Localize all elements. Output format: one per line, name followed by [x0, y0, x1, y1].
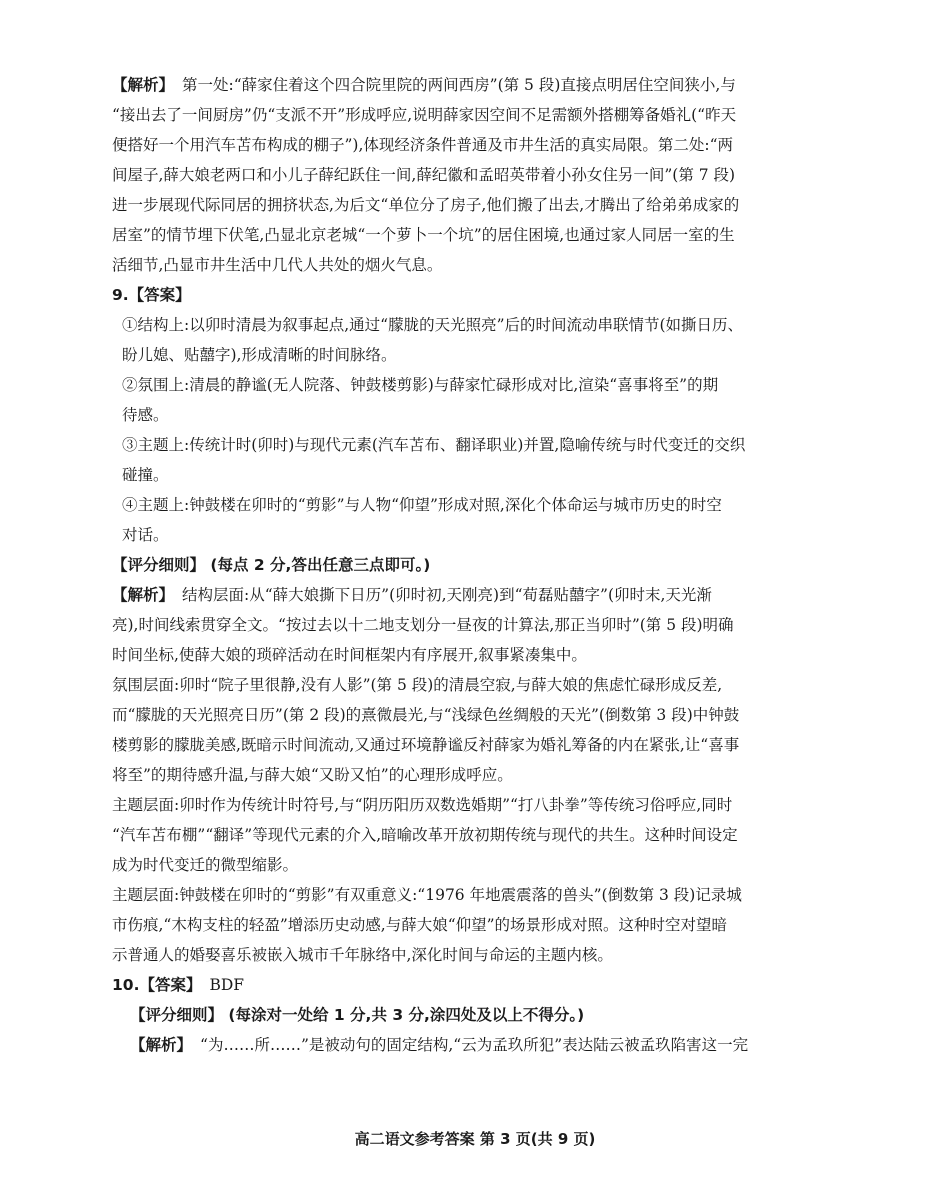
text-line — [112, 550, 842, 580]
text-line — [112, 460, 842, 490]
text-line — [112, 640, 842, 670]
line-text: 结构层面:从“薛大娘撕下日历”(卯时初,天刚亮)到“荀磊贴囍字”(卯时末,天光渐 — [182, 586, 712, 604]
text-line — [112, 520, 842, 550]
text-line — [112, 850, 842, 880]
line-text: 盼儿媳、贴囍字),形成清晰的时间脉络。 — [122, 346, 397, 364]
text-line — [112, 880, 842, 910]
line-text: 【评分细则】 (每涂对一处给 1 分,共 3 分,涂四处及以上不得分。) — [130, 1006, 585, 1024]
line-text: 居室”的情节埋下伏笔,凸显北京老城“一个萝卜一个坑”的居住困境,也通过家人同居一室的生 — [112, 226, 735, 244]
line-text: 碰撞。 — [122, 466, 169, 484]
line-text: 进一步展现代际同居的拥挤状态,为后文“单位分了房子,他们搬了出去,才腾出了给弟弟成家的 — [112, 196, 740, 214]
line-text: ④主题上:钟鼓楼在卯时的“剪影”与人物“仰望”形成对照,深化个体命运与城市历史的时空 — [122, 496, 722, 514]
line-text: 主题层面:钟鼓楼在卯时的“剪影”有双重意义:“1976 年地震震落的兽头”(倒数第 3 段)记录城 — [112, 886, 742, 904]
text-line — [112, 400, 842, 430]
line-text: “汽车苫布棚”“翻译”等现代元素的介入,暗喻改革开放初期传统与现代的共生。这种时间设定 — [112, 826, 738, 844]
text-line — [112, 1000, 842, 1030]
text-line — [112, 280, 842, 310]
line-text: 便搭好一个用汽车苫布构成的棚子”),体现经济条件普通及市井生活的真实局限。第二处:“两 — [112, 136, 734, 154]
line-text: ①结构上:以卯时清晨为叙事起点,通过“朦胧的天光照亮”后的时间流动串联情节(如撕日历、 — [122, 316, 744, 334]
text-line — [112, 430, 842, 460]
answer-text-body — [112, 70, 842, 1060]
text-line — [112, 670, 842, 700]
line-text: 对话。 — [122, 526, 169, 544]
line-text: BDF — [209, 976, 245, 994]
text-line — [112, 220, 842, 250]
line-text: “为……所……”是被动句的固定结构,“云为孟玖所犯”表达陆云被孟玖陷害这一完 — [200, 1036, 749, 1054]
line-text: 氛围层面:卯时“院子里很静,没有人影”(第 5 段)的清晨空寂,与薛大娘的焦虑忙碌形成反差, — [112, 676, 723, 694]
line-text: 主题层面:卯时作为传统计时符号,与“阴历阳历双数选婚期”“打八卦拳”等传统习俗呼应,同时 — [112, 796, 733, 814]
text-line — [112, 820, 842, 850]
text-line — [112, 700, 842, 730]
section-label: 【解析】 — [130, 1036, 193, 1054]
line-text: 第一处:“薛家住着这个四合院里院的两间西房”(第 5 段)直接点明居住空间狭小,与 — [182, 76, 736, 94]
line-text: 亮),时间线索贯穿全文。“按过去以十二地支划分一昼夜的计算法,那正当卯时”(第 5 段)明确 — [112, 616, 734, 634]
line-text: ③主题上:传统计时(卯时)与现代元素(汽车苫布、翻译职业)并置,隐喻传统与时代变迁的交织 — [122, 436, 746, 454]
text-line — [112, 340, 842, 370]
text-line — [112, 790, 842, 820]
line-text: 而“朦胧的天光照亮日历”(第 2 段)的熹微晨光,与“浅绿色丝绸般的天光”(倒数第 3 段)中钟鼓 — [112, 706, 740, 724]
line-text: 楼剪影的朦胧美感,既暗示时间流动,又通过环境静谧反衬薛家为婚礼筹备的内在紧张,让“喜事 — [112, 736, 740, 754]
line-text: 间屋子,薛大娘老两口和小儿子薛纪跃住一间,薛纪徽和孟昭英带着小孙女住另一间”(第 7 段) — [112, 166, 736, 184]
text-line — [112, 1030, 842, 1060]
line-text: 待感。 — [122, 406, 169, 424]
text-line — [112, 70, 842, 100]
section-label: 【解析】 — [112, 586, 175, 604]
text-line — [112, 730, 842, 760]
page-footer: 高二语文参考答案 第 3 页(共 9 页) — [354, 1130, 596, 1148]
text-line — [112, 610, 842, 640]
line-text: 时间坐标,使薛大娘的琐碎活动在时间框架内有序展开,叙事紧凑集中。 — [112, 646, 587, 664]
section-label: 【解析】 — [112, 76, 175, 94]
text-line — [112, 160, 842, 190]
text-line — [112, 310, 842, 340]
text-line — [112, 580, 842, 610]
text-line — [112, 760, 842, 790]
line-text: 将至”的期待感升温,与薛大娘“又盼又怕”的心理形成呼应。 — [112, 766, 513, 784]
text-line — [112, 370, 842, 400]
line-text: 活细节,凸显市井生活中几代人共处的烟火气息。 — [112, 256, 443, 274]
text-line — [112, 490, 842, 520]
line-text: 市伤痕,“木构支柱的轻盈”增添历史动感,与薛大娘“仰望”的场景形成对照。这种时空对望暗 — [112, 916, 728, 934]
text-line — [112, 970, 842, 1000]
line-text: ②氛围上:清晨的静谧(无人院落、钟鼓楼剪影)与薛家忙碌形成对比,渲染“喜事将至”的期 — [122, 376, 719, 394]
text-line — [112, 190, 842, 220]
text-line — [112, 940, 842, 970]
text-line — [112, 130, 842, 160]
text-line — [112, 100, 842, 130]
line-text: “接出去了一间厨房”仍“支派不开”形成呼应,说明薛家因空间不足需额外搭棚筹备婚礼(“昨天 — [112, 106, 737, 124]
line-text: 示普通人的婚娶喜乐被嵌入城市千年脉络中,深化时间与命运的主题内核。 — [112, 946, 613, 964]
line-text: 【评分细则】 (每点 2 分,答出任意三点即可。) — [112, 556, 431, 574]
line-text: 成为时代变迁的微型缩影。 — [112, 856, 299, 874]
line-text: 9.【答案】 — [112, 286, 191, 304]
text-line — [112, 250, 842, 280]
text-line — [112, 910, 842, 940]
section-label: 10.【答案】 — [112, 976, 202, 994]
